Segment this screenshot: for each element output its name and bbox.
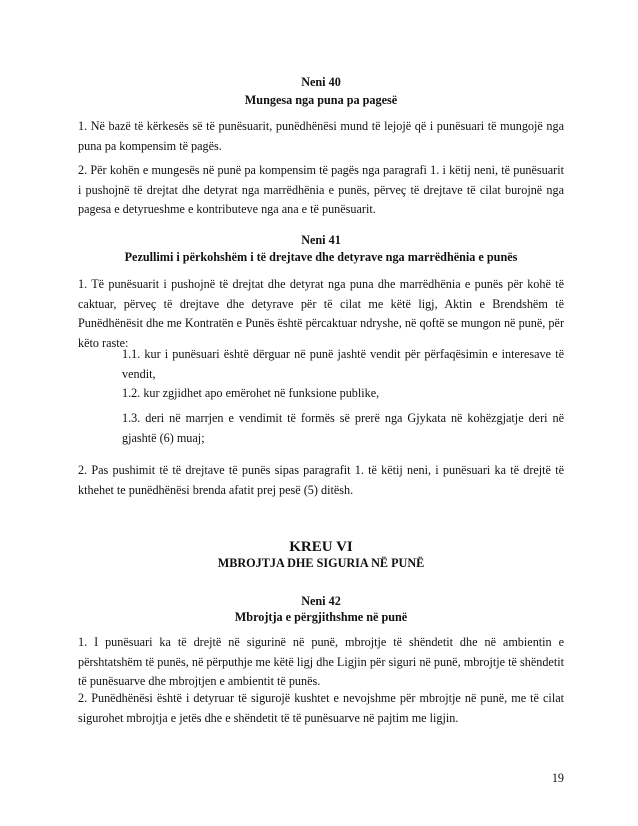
article-41-closing: 2. Pas pushimit të të drejtave të punës sipas paragrafit 1. të këtij neni, i punësuari ka të drejtë të kthehet te punëdhënësi brenda afatit prej pesë (5) ditësh.	[78, 463, 564, 497]
page-number: 19	[551, 771, 564, 785]
article-41-title: Pezullimi i përkohshëm i të drejtave dhe detyrave nga marrëdhënia e punës	[124, 250, 518, 264]
article-41-item-1: 1.1. kur i punësuari është dërguar në punë jashtë vendit për përfaqësimin e interesave të vendit,	[122, 347, 564, 381]
article-42-paragraph-2: 2. Punëdhënësi është i detyruar të sigurojë kushtet e nevojshme për mbrojtje në punë, me të cilat sigurohet mbrojtja e jetës dhe e shëndetit të të punësuarve në pajtim me ligjin.	[78, 691, 564, 725]
article-41-heading: Neni 41	[301, 233, 341, 247]
article-40-paragraph-2: 2. Për kohën e mungesës në punë pa kompensim të pagës nga paragrafi 1. i këtij neni, të punësuarit i pushojnë të drejtat dhe detyrat nga marrëdhënia e punës, përveç të drejtave të cilat burojnë nga pagesa e detyrueshme e kontributeve nga ana e të punësuarit.	[78, 163, 564, 216]
article-40-title: Mungesa nga puna pa pagesë	[244, 93, 398, 107]
article-42-heading: Neni 42	[301, 594, 341, 608]
article-40-paragraph-1: 1. Në bazë të kërkesës së të punësuarit, punëdhënësi mund të lejojë që i punësuari të mungojë nga puna pa kompensim të pagës.	[78, 119, 564, 153]
article-40-heading: Neni 40	[301, 75, 341, 89]
article-42-paragraph-1: 1. I punësuari ka të drejtë në sigurinë në punë, mbrojtje të shëndetit dhe në ambientin e përshtatshëm të punës, në përputhje me këtë ligj dhe Ligjin për siguri në punë, mbrojtje të shëndetit të punësuarve dhe mbrojtjen e ambientit të punës.	[78, 635, 564, 688]
article-42-title: Mbrojtja e përgjithshme në punë	[234, 610, 408, 624]
chapter-title: MBROJTJA DHE SIGURIA NË PUNË	[217, 556, 425, 570]
chapter-label: KREU VI	[289, 539, 353, 555]
article-41-item-3: 1.3. deri në marrjen e vendimit të formës së prerë nga Gjykata në kohëzgjatje deri në gjashtë (6) muaj;	[122, 411, 564, 445]
article-41-intro: 1. Të punësuarit i pushojnë të drejtat dhe detyrat nga puna dhe marrëdhënia e punës për kohë të caktuar, përveç të drejtave dhe detyrave për të cilat me këtë ligj, Aktin e Brendshëm të Punëdhënësit dhe me Kontratën e Punës është përcaktuar ndryshe, në qoftë se mungon në punë, për këto raste:	[78, 277, 564, 350]
article-41-item-2: 1.2. kur zgjidhet apo emërohet në funksione publike,	[122, 386, 380, 400]
